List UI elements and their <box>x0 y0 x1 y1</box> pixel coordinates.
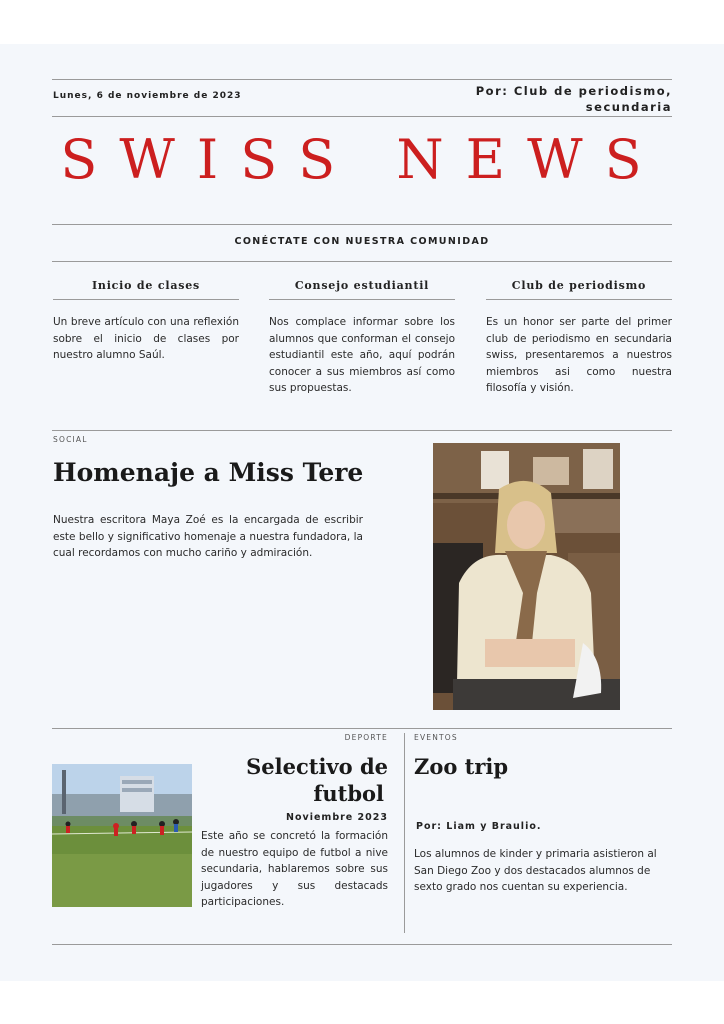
header-rule <box>52 116 672 117</box>
top-rule <box>52 79 672 80</box>
column-title-inicio: Inicio de clases <box>91 279 201 292</box>
byline-line-2: secundaria <box>585 100 672 114</box>
sports-headline <box>200 753 388 807</box>
social-top-rule <box>52 430 672 431</box>
soccer-team-photo <box>52 764 192 907</box>
sports-headline-line-2: futbol <box>313 781 384 806</box>
sports-headline-line-1: Selectivo de <box>246 754 388 779</box>
community-heading: CONÉCTATE CON NUESTRA COMUNIDAD <box>234 236 490 247</box>
column-text-club: Es un honor ser parte del primer club de periodismo en secundaria swiss, presentaremos a nuestros miembros asi como nuestra filosofía y visión. <box>486 316 672 394</box>
column-rule-2 <box>269 299 455 300</box>
column-title-club: Club de periodismo <box>511 279 647 292</box>
masthead-byline <box>412 83 672 115</box>
lower-top-rule <box>52 728 672 729</box>
column-text-consejo: Nos complace informar sobre los alumnos que conforman el consejo estudiantil este año, aquí podrán conocer a sus miembros así como sus propuestas. <box>269 316 455 394</box>
column-title-consejo: Consejo estudiantil <box>294 279 430 292</box>
column-rule-1 <box>53 299 239 300</box>
sports-label: DEPORTE <box>344 733 388 742</box>
sports-body: Este año se concretó la formación de nuestro equipo de futbol a nive secundaria, hablaremos sobre sus jugadores y sus destacads participaciones. <box>201 830 388 908</box>
community-bottom-rule <box>52 261 672 262</box>
events-headline: Zoo trip <box>414 754 509 779</box>
social-label: SOCIAL <box>53 435 88 444</box>
issue-date: Lunes, 6 de noviembre de 2023 <box>53 91 242 101</box>
sports-date: Noviembre 2023 <box>286 812 388 823</box>
events-byline: Por: Liam y Braulio. <box>416 821 542 832</box>
column-rule-3 <box>486 299 672 300</box>
soccer-field-illustration <box>52 764 192 907</box>
bottom-rule <box>52 944 672 945</box>
community-top-rule <box>52 224 672 225</box>
events-body: Los alumnos de kinder y primaria asistieron al San Diego Zoo y dos destacados alumnos de sexto grado nos cuentan su experiencia. <box>414 848 657 893</box>
byline-line-1: Por: Club de periodismo, <box>475 84 672 98</box>
miss-tere-photo <box>433 443 620 710</box>
column-divider <box>404 733 405 933</box>
portrait-illustration <box>433 443 620 710</box>
events-label: EVENTOS <box>414 733 458 742</box>
column-text-inicio: Un breve artículo con una reflexión sobre el inicio de clases por nuestro alumno Saúl. <box>53 316 239 361</box>
social-headline: Homenaje a Miss Tere <box>53 458 364 487</box>
social-body: Nuestra escritora Maya Zoé es la encargada de escribir este bello y significativo homenaje a nuestra fundadora, la cual recordamos con mucho cariño y admiración. <box>53 514 363 559</box>
masthead-title: SWISS NEWS <box>60 128 664 191</box>
